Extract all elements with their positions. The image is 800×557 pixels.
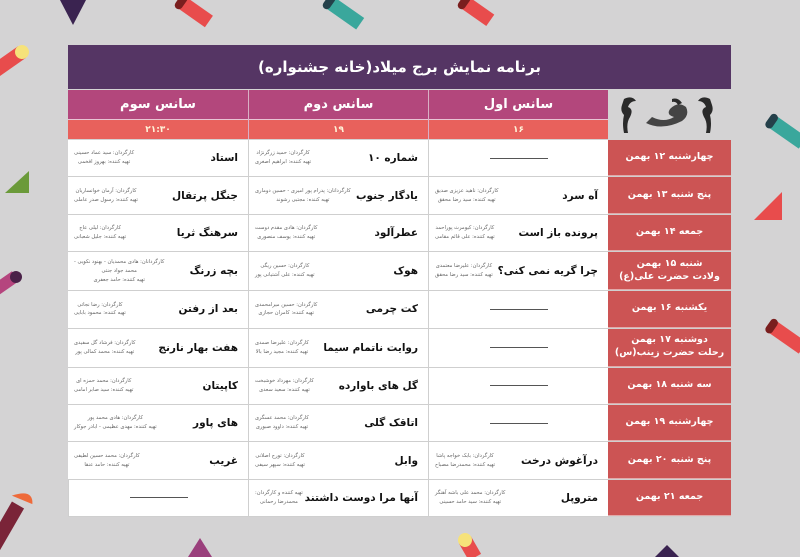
film-credits bbox=[74, 149, 134, 167]
credit-line: تهیه کننده: حامد جعفری bbox=[93, 276, 145, 283]
screening-cell bbox=[248, 291, 428, 327]
table-row bbox=[68, 480, 731, 517]
day-cell bbox=[608, 215, 731, 251]
day-cell bbox=[608, 291, 731, 327]
table-row bbox=[68, 405, 731, 442]
credit-line: کارگردان: آرمان خوانساریان bbox=[75, 187, 137, 194]
film-title: عطرآلود bbox=[374, 226, 418, 239]
film-title: یادگار جنوب bbox=[355, 189, 418, 202]
festival-logo bbox=[608, 90, 731, 139]
credit-line: کارگردان: لیلی عاج bbox=[79, 225, 121, 232]
screening-cell bbox=[428, 252, 608, 290]
table-row bbox=[68, 177, 731, 214]
day-label: سه شنبه ۱۸ بهمن bbox=[627, 378, 712, 390]
film-title: درآغوش درخت bbox=[520, 454, 598, 467]
day-label: یکشنبه ۱۶ بهمن bbox=[631, 302, 708, 314]
film-title: کت چرمی bbox=[365, 303, 418, 316]
day-cell bbox=[608, 252, 731, 290]
credit-line: تهیه کننده: مجتبی رشوند bbox=[276, 196, 330, 203]
credit-line: تهیه کننده: محمد کمالی پور bbox=[75, 348, 135, 355]
screening-cell bbox=[428, 442, 608, 478]
empty-dash bbox=[490, 423, 548, 424]
day-cell bbox=[608, 480, 731, 516]
table-row bbox=[68, 368, 731, 405]
screening-cell bbox=[428, 177, 608, 213]
screening-cell bbox=[248, 442, 428, 478]
screening-cell bbox=[248, 480, 428, 516]
session-time: ۱۹ bbox=[249, 120, 428, 139]
credit-line: کارگردان: تورج اصلانی bbox=[255, 452, 305, 459]
credit-line: کارگردان: محمد حسین لطیفی bbox=[74, 452, 140, 459]
film-title: بعد از رفتن bbox=[178, 303, 238, 316]
session-time: ۲۱:۳۰ bbox=[68, 120, 248, 139]
empty-dash bbox=[490, 158, 548, 159]
page-title: برنامه نمایش برج میلاد(خانه جشنواره) bbox=[68, 45, 731, 89]
credit-line: کارگردان: محمد عسگری bbox=[255, 415, 309, 422]
table-row bbox=[68, 442, 731, 479]
credit-line: تهیه کننده: مهدی عظیمی - اباذر جوکار bbox=[74, 424, 157, 431]
day-label: چهارشنبه ۱۹ بهمن bbox=[625, 416, 714, 428]
empty-dash bbox=[490, 347, 548, 348]
table-row bbox=[68, 329, 731, 368]
film-credits bbox=[74, 301, 126, 319]
credit-line: کارگردان: حسین ریگی bbox=[260, 263, 310, 270]
table-row bbox=[68, 215, 731, 252]
credit-line: کارگردان: کیومرث پوراحمد bbox=[435, 225, 495, 232]
empty-screening-cell bbox=[428, 405, 608, 441]
day-label: دوشنبه ۱۷ بهمن bbox=[631, 334, 708, 346]
day-label: جمعه ۲۱ بهمن bbox=[635, 491, 704, 503]
day-cell bbox=[608, 329, 731, 367]
credit-line: تهیه کننده: بهروز افخمی bbox=[77, 159, 131, 166]
empty-screening-cell bbox=[428, 140, 608, 176]
film-credits bbox=[255, 452, 305, 470]
film-title: هوک bbox=[393, 265, 418, 278]
film-credits bbox=[435, 452, 495, 470]
credit-line: تهیه کننده: سید صابر امامی bbox=[74, 386, 134, 393]
day-cell bbox=[608, 177, 731, 213]
film-credits bbox=[435, 262, 493, 280]
film-credits bbox=[255, 339, 309, 357]
day-cell bbox=[608, 368, 731, 404]
credit-line: کارگردان: محمد علی باشه آهنگر bbox=[435, 490, 506, 497]
table-row bbox=[68, 140, 731, 177]
credit-line: تهیه کننده: کامران حجازی bbox=[258, 310, 314, 317]
day-label: پنج شنبه ۲۰ بهمن bbox=[627, 453, 712, 465]
credit-line: تهیه کننده: حامد عنقا bbox=[84, 461, 130, 468]
film-credits bbox=[255, 414, 309, 432]
schedule-rows bbox=[68, 140, 731, 517]
screening-cell bbox=[68, 177, 248, 213]
day-occasion: رحلت حضرت زینب(س) bbox=[614, 347, 725, 359]
session-label: سانس دوم bbox=[249, 90, 428, 120]
day-cell bbox=[608, 405, 731, 441]
film-credits bbox=[74, 452, 140, 470]
screening-cell bbox=[68, 215, 248, 251]
credit-line: کارگردان: هادی محمد پور bbox=[87, 415, 143, 422]
film-credits bbox=[255, 187, 351, 205]
schedule-table bbox=[68, 45, 731, 515]
credit-line: کارگردان: رضا نجاتی bbox=[77, 301, 123, 308]
film-credits bbox=[74, 224, 126, 242]
credit-line: تهیه کننده: ابراهیم اصغری bbox=[255, 159, 312, 166]
film-credits bbox=[255, 224, 317, 242]
film-title: اتاقک گلی bbox=[364, 417, 418, 430]
film-title: غریب bbox=[209, 454, 238, 467]
screening-cell bbox=[248, 368, 428, 404]
empty-dash bbox=[130, 497, 188, 498]
credit-line: تهیه کننده: محمدرضا مصباح bbox=[435, 461, 496, 468]
day-label: شنبه ۱۵ بهمن bbox=[636, 257, 703, 269]
film-title: شماره ۱۰ bbox=[367, 152, 418, 165]
day-occasion: ولادت حضرت علی(ع) bbox=[619, 270, 720, 282]
credit-line: تهیه کننده: داوود صبوری bbox=[255, 424, 309, 431]
credit-line: کارگردان: بابک خواجه پاشا bbox=[436, 452, 494, 459]
credit-line: کارگردان: علیرضا معتمدی bbox=[435, 263, 493, 270]
credit-line: تهیه کننده: رسول صدر عاملی bbox=[74, 196, 138, 203]
screening-cell bbox=[68, 442, 248, 478]
film-credits bbox=[255, 149, 311, 167]
film-title: هفت بهار نارنج bbox=[158, 341, 238, 354]
empty-screening-cell bbox=[68, 480, 248, 516]
screening-cell bbox=[68, 252, 248, 290]
session-label: سانس اول bbox=[429, 90, 608, 120]
film-title: وابل bbox=[394, 454, 418, 467]
credit-line: کارگردانان: پدرام پور امیری - حسین دوماری bbox=[255, 187, 351, 194]
session-time: ۱۶ bbox=[429, 120, 608, 139]
credit-line: تهیه کننده: سعید سعدی bbox=[259, 386, 310, 393]
screening-cell bbox=[428, 215, 608, 251]
screening-cell bbox=[248, 252, 428, 290]
film-title: استاد bbox=[210, 152, 238, 165]
credit-line: کارگردان: محمد حمزه ای bbox=[76, 377, 132, 384]
day-label: جمعه ۱۴ بهمن bbox=[635, 226, 704, 238]
film-title: متروپل bbox=[560, 491, 598, 504]
film-title: روایت ناتمام سیما bbox=[323, 341, 418, 354]
film-title: چرا گریه نمی کنی؟ bbox=[497, 265, 598, 278]
credit-line: کارگردان: حسین میرامحمدی bbox=[255, 301, 318, 308]
credit-line: محمدرضا رحمانی bbox=[259, 498, 298, 505]
film-credits bbox=[74, 377, 133, 395]
screening-cell bbox=[68, 329, 248, 367]
film-title: گل های باوارده bbox=[338, 379, 418, 392]
film-credits bbox=[74, 339, 135, 357]
film-title: آنها مرا دوست داشتند bbox=[304, 491, 418, 504]
screening-cell bbox=[248, 140, 428, 176]
screening-cell bbox=[68, 368, 248, 404]
empty-dash bbox=[490, 309, 548, 310]
simorgh-logo-icon bbox=[612, 93, 727, 137]
film-title: های پاور bbox=[193, 417, 238, 430]
credit-line: کارگردان: هادی مقدم دوست bbox=[255, 225, 318, 232]
film-title: پرونده باز است bbox=[518, 226, 598, 239]
screening-cell bbox=[248, 215, 428, 251]
film-title: آه سرد bbox=[562, 189, 598, 202]
film-credits bbox=[74, 187, 138, 205]
credit-line: تهیه کننده: علی قائم مقامی bbox=[435, 233, 495, 240]
credit-line: کارگردان: ناهید عزیزی صدیق bbox=[435, 187, 499, 194]
film-credits bbox=[255, 262, 315, 280]
screening-cell bbox=[248, 329, 428, 367]
screening-cell bbox=[248, 405, 428, 441]
screening-cell bbox=[68, 291, 248, 327]
day-cell bbox=[608, 140, 731, 176]
film-title: بچه زرنگ bbox=[189, 265, 238, 278]
screening-cell bbox=[68, 140, 248, 176]
table-row bbox=[68, 252, 731, 291]
empty-screening-cell bbox=[428, 291, 608, 327]
film-credits bbox=[74, 258, 164, 285]
film-credits bbox=[74, 414, 157, 432]
screening-cell bbox=[428, 480, 608, 516]
credit-line: تهیه کننده و کارگردان: bbox=[255, 490, 303, 497]
day-cell bbox=[608, 442, 731, 478]
session-header-row bbox=[68, 90, 731, 139]
screening-cell bbox=[248, 177, 428, 213]
film-credits bbox=[255, 489, 303, 507]
credit-line: تهیه کننده: علی آشتیانی پور bbox=[255, 272, 315, 279]
credit-line: تهیه کننده: سپهر سیفی bbox=[255, 461, 305, 468]
session-1-header bbox=[428, 90, 608, 139]
table-row bbox=[68, 291, 731, 328]
credit-line: تهیه کننده: سید رضا محقق bbox=[437, 196, 496, 203]
credit-line: کارگردان: فرشاد گل سفیدی bbox=[74, 339, 136, 346]
credit-line: تهیه کننده: سید حامد حسینی bbox=[439, 498, 502, 505]
film-credits bbox=[435, 187, 498, 205]
credit-line: تهیه کننده: یوسف منصوری bbox=[257, 233, 316, 240]
credit-line: تهیه کننده: مجید رضا بالا bbox=[255, 348, 309, 355]
session-label: سانس سوم bbox=[68, 90, 248, 120]
day-label: چهارشنبه ۱۲ بهمن bbox=[625, 151, 714, 163]
film-title: سرهنگ ثریا bbox=[176, 226, 238, 239]
credit-line: محمد جواد جنتی bbox=[101, 267, 137, 274]
credit-line: کارگردانان: هادی محمدیان - بهنود نکویی - bbox=[74, 258, 165, 265]
day-label: پنج شنبه ۱۳ بهمن bbox=[627, 188, 712, 200]
film-credits bbox=[255, 377, 314, 395]
credit-line: کارگردان: سید عماد حسینی bbox=[74, 150, 135, 157]
empty-screening-cell bbox=[428, 368, 608, 404]
empty-dash bbox=[490, 385, 548, 386]
session-2-header bbox=[248, 90, 428, 139]
film-credits bbox=[435, 224, 495, 242]
credit-line: کارگردان: مهرداد خوشبخت bbox=[255, 377, 314, 384]
screening-cell bbox=[68, 405, 248, 441]
empty-screening-cell bbox=[428, 329, 608, 367]
film-credits bbox=[255, 301, 317, 319]
film-title: جنگل پرتقال bbox=[171, 189, 238, 202]
film-title: کاپیتان bbox=[202, 379, 238, 392]
credit-line: تهیه کننده: سید رضا محقق bbox=[435, 272, 493, 279]
credit-line: تهیه کننده: جلیل شعبانی bbox=[74, 233, 127, 240]
credit-line: کارگردان: علیرضا صمدی bbox=[255, 339, 309, 346]
film-credits bbox=[435, 489, 505, 507]
credit-line: تهیه کننده: محمود بابایی bbox=[74, 310, 126, 317]
session-3-header bbox=[68, 90, 248, 139]
credit-line: کارگردان: حمید زرگرنژاد bbox=[256, 150, 310, 157]
